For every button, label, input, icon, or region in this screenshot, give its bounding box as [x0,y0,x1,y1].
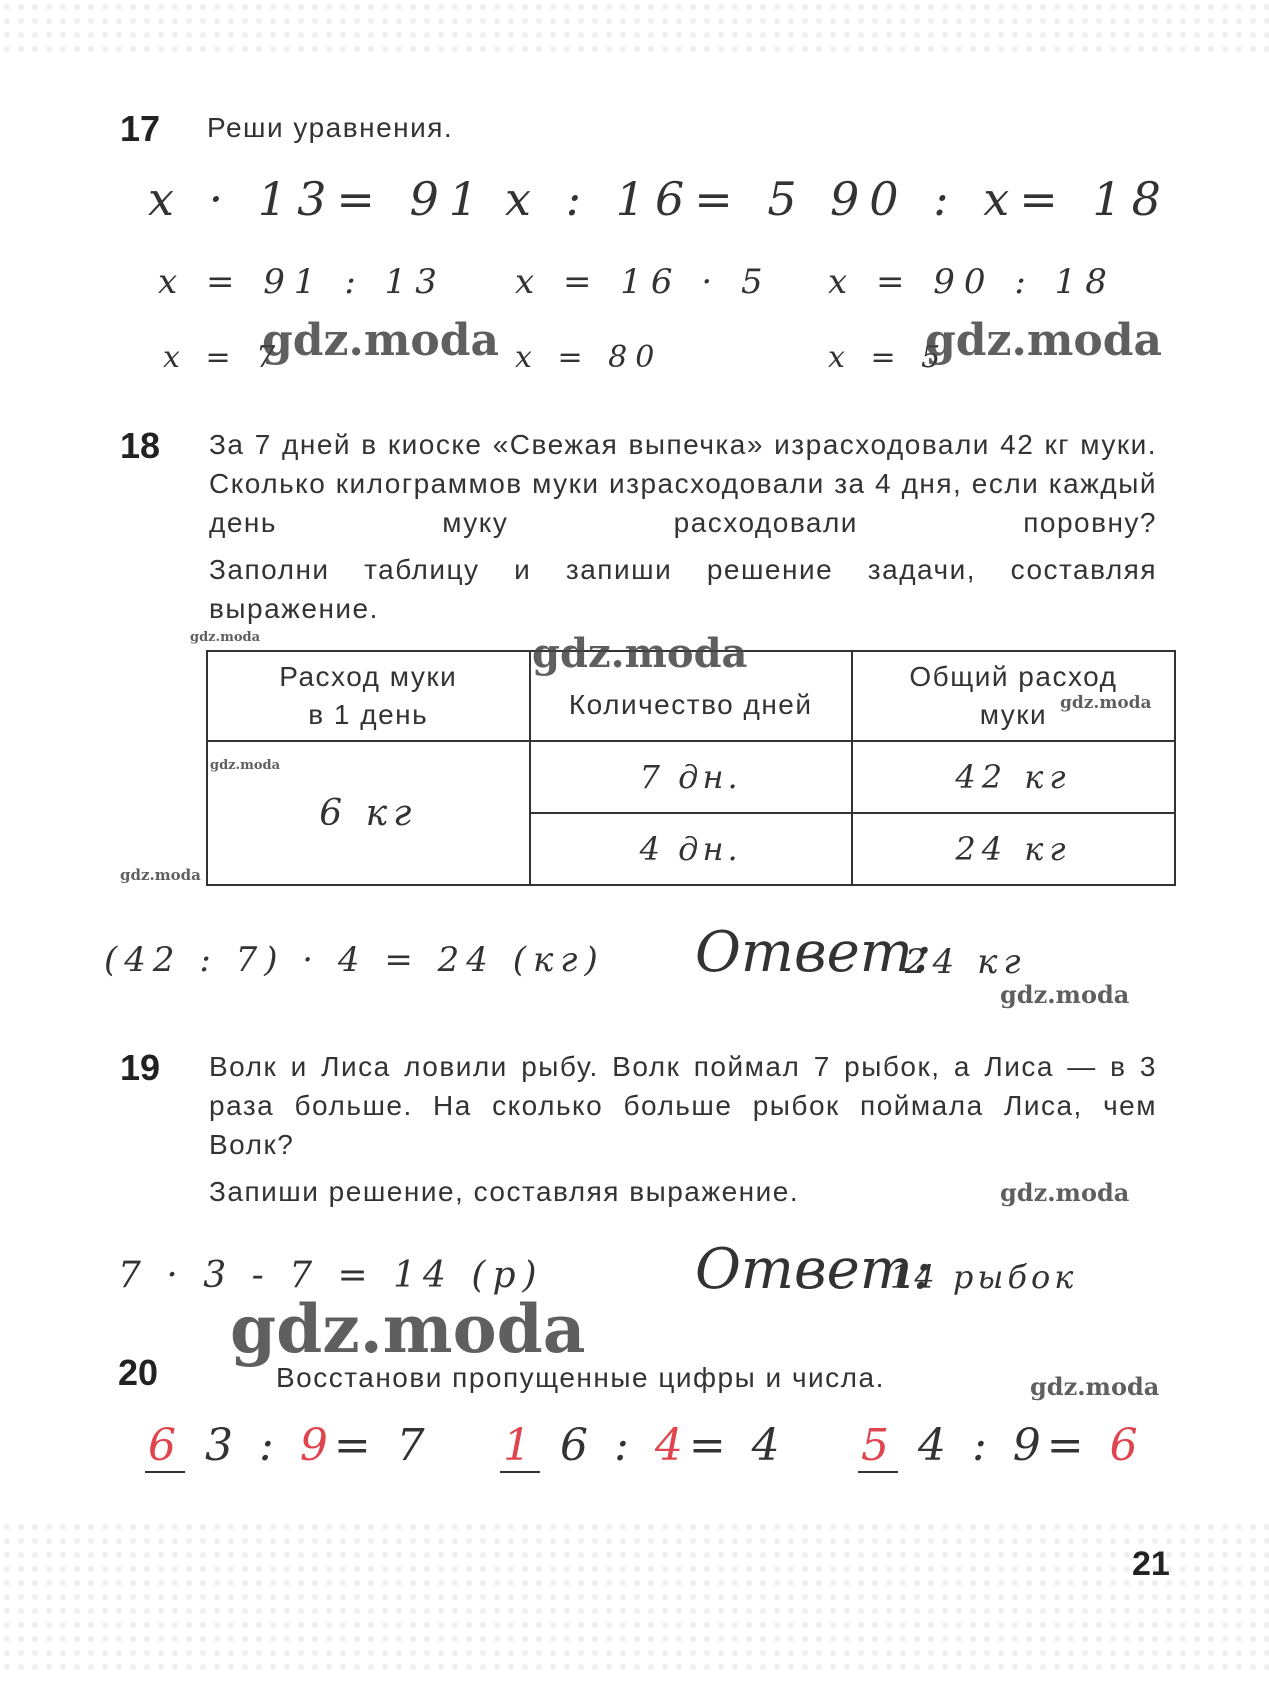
flour-table [206,650,1176,886]
table-cell-days-2: 4 дн. [530,813,852,885]
watermark: gdz.moda [532,630,748,677]
watermark: gdz.moda [1030,1372,1160,1401]
task17-step1-1: x = 91 : 13 [158,262,446,302]
task20-item-3-blank2: 6 [1109,1420,1144,1471]
task17-equation-1: x · 13= 91 [148,172,489,226]
task19-number: 19 [120,1047,161,1088]
table-header-days: Количество дней [530,651,852,741]
watermark: gdz.moda [120,866,201,884]
task20-title: Восстанови пропущенные цифры и числа. [276,1362,885,1393]
watermark: gdz.moda [210,758,281,773]
task17-equation-3: 90 : x= 18 [830,172,1171,226]
table-cell-total-1: 42 кг [852,741,1175,813]
task20-number: 20 [118,1352,159,1393]
task20-item-1-blank2: 9 [299,1420,334,1471]
task19-answer-label: Ответ: [695,1237,932,1302]
task17-step1-2: x = 16 · 5 [515,262,772,302]
watermark: gdz.moda [1000,1178,1130,1207]
task20-item-1-blank1: 6 [145,1420,185,1473]
task20-item-2-blank1: 1 [500,1420,540,1473]
watermark: gdz.moda [925,315,1163,366]
table-cell-per-day: 6 кг [207,741,530,885]
task17-title: Реши уравнения. [207,112,454,143]
task20-item-2-blank2: 4 [654,1420,689,1471]
task18-text: За 7 дней в киоске «Свежая выпечка» израсходовали 42 кг муки. Сколько килограммов муки израсходовали за 4 дня, если каждый день муку расходовали поровну? [209,429,1157,538]
scan-noise-bottom [0,1520,1269,1670]
task20-item-2: 1 6 : 4= 4 [500,1420,786,1473]
task17-step2-2: x = 80 [515,340,663,375]
task20-item-3: 5 4 : 9= 6 [858,1420,1144,1473]
table-cell-total-2: 24 кг [852,813,1175,885]
task20-item-3-blank1: 5 [858,1420,898,1473]
task17-step1-3: x = 90 : 18 [828,262,1116,302]
task19-answer-value: 14 рыбок [890,1258,1078,1296]
table-cell-days-1: 7 дн. [530,741,852,813]
watermark: gdz.moda [262,315,500,366]
task19-solution: 7 · 3 - 7 = 14 (р) [118,1255,544,1296]
watermark: gdz.moda [1060,693,1152,713]
task17-equation-2: x : 16= 5 [505,172,807,226]
scan-noise-top [0,0,1269,60]
task17-number: 17 [120,108,161,149]
watermark: gdz.moda [190,630,261,645]
task17-step2-1: x = 7 [163,340,284,375]
watermark: gdz.moda [230,1290,586,1368]
task18-number: 18 [120,425,161,466]
task18-instruction: Заполни таблицу и запиши решение задачи, составляя выражение. [209,554,1157,624]
task20-item-1: 6 3 : 9= 7 [145,1420,431,1473]
task18-solution: (42 : 7) · 4 = 24 (кг) [104,940,605,980]
table-header-total: Общий расход муки [852,651,1175,741]
task17-step2-3: x = 5 [828,340,949,375]
page-number: 21 [1132,1545,1170,1583]
task18-answer-label: Ответ: [695,920,932,985]
watermark: gdz.moda [1000,980,1130,1009]
task19-text: Волк и Лиса ловили рыбу. Волк поймал 7 рыбок, а Лиса — в 3 раза больше. На сколько больше рыбок поймала Лиса, чем Волк? [209,1051,1157,1160]
task18-answer-value: 24 кг [905,942,1027,982]
table-header-per-day: Расход муки в 1 день [207,651,530,741]
task19-instruction: Запиши решение, составляя выражение. [209,1176,800,1207]
